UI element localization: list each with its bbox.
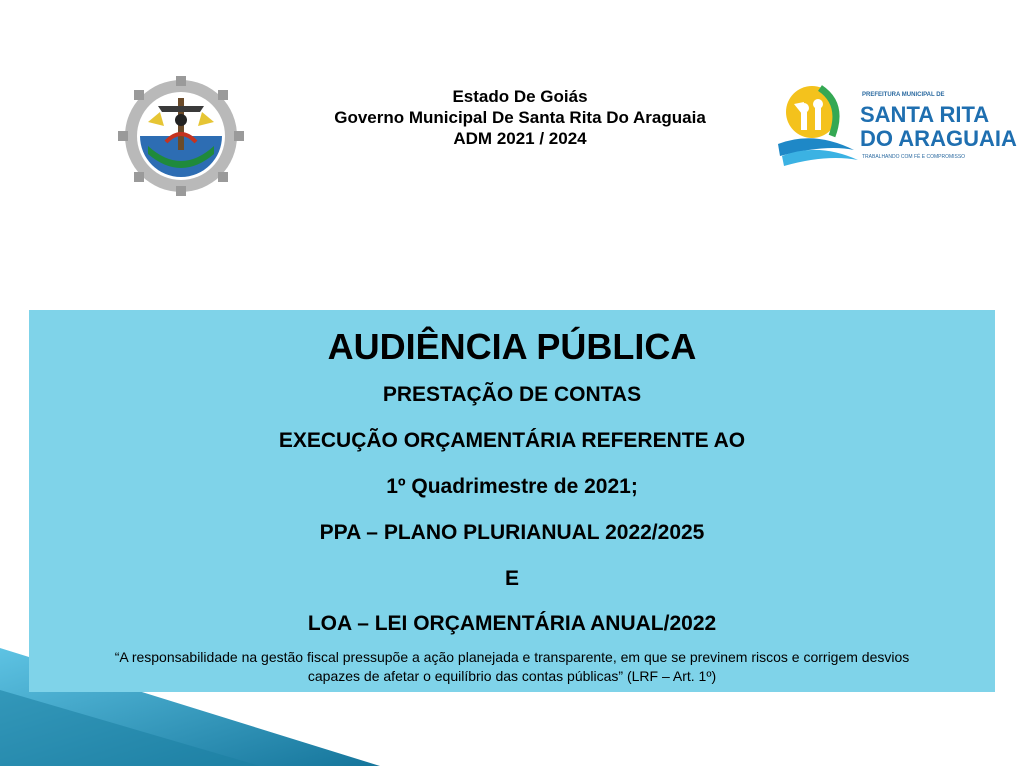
panel-quote-line-2: capazes de afetar o equilíbrio das contas públicas” (LRF – Art. 1º) — [307, 668, 717, 684]
header-block — [260, 86, 780, 149]
logo-name-line1: SANTA RITA — [860, 102, 990, 127]
header-government: Governo Municipal De Santa Rita Do Araguaia — [334, 108, 706, 127]
panel-line-3: 1º Quadrimestre de 2021; — [386, 475, 638, 498]
announcement-panel — [29, 310, 995, 692]
prefeitura-logo — [774, 74, 1017, 174]
header-administration: ADM 2021 / 2024 — [453, 129, 587, 148]
logo-name-line2: DO ARAGUAIA — [860, 126, 1017, 151]
panel-line-6: LOA – LEI ORÇAMENTÁRIA ANUAL/2022 — [307, 612, 717, 635]
logo-prefeitura-text: PREFEITURA MUNICIPAL DE — [862, 92, 945, 98]
panel-quote-line-1: “A responsabilidade na gestão fiscal pressupõe a ação planejada e transparente, em que se previnem riscos e corrigem desvios — [114, 649, 910, 665]
panel-quote — [59, 648, 965, 686]
panel-line-5: E — [504, 567, 519, 590]
header-state: Estado De Goiás — [452, 87, 588, 106]
panel-line-2: EXECUÇÃO ORÇAMENTÁRIA REFERENTE AO — [278, 429, 746, 452]
panel-title: AUDIÊNCIA PÚBLICA — [327, 326, 697, 367]
coat-of-arms-icon — [118, 76, 244, 196]
logo-tagline: TRABALHANDO COM FÉ E COMPROMISSO — [862, 154, 966, 160]
panel-line-4: PPA – PLANO PLURIANUAL 2022/2025 — [319, 521, 705, 544]
panel-line-1: PRESTAÇÃO DE CONTAS — [382, 383, 642, 406]
